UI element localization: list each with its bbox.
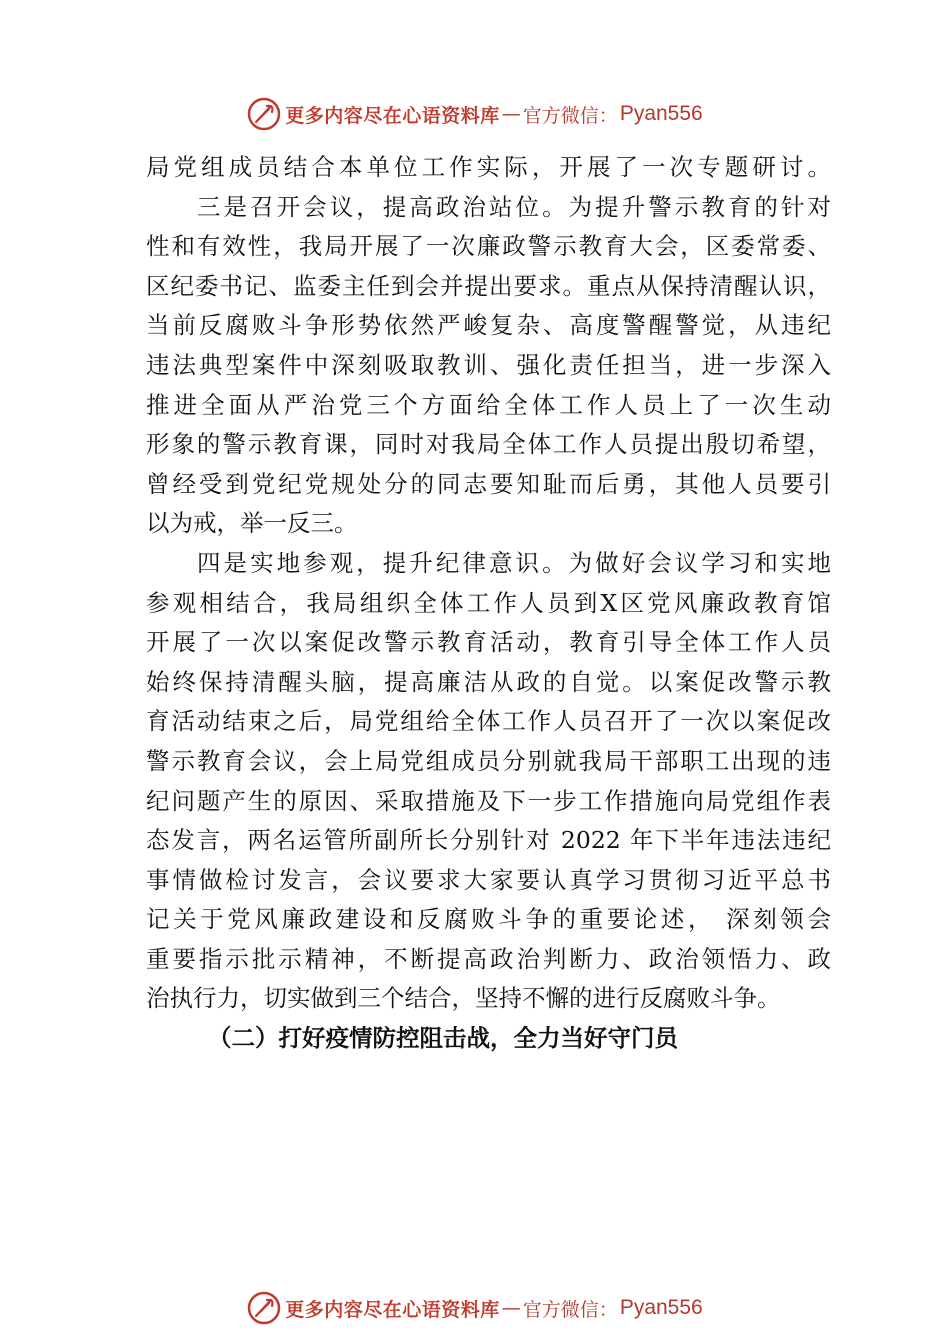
watermark-brand: 更多内容尽在心语资料库 [285, 104, 500, 127]
body-line: 始终保持清醒头脑，提高廉洁从政的自觉。以案促改警示教 [146, 667, 831, 696]
watermark-wechat-id: Pyan556 [619, 1296, 703, 1319]
body-line: 区纪委书记、监委主任到会并提出要求。重点从保持清醒认识， [146, 271, 831, 300]
watermark-wechat-id: Pyan556 [619, 102, 703, 125]
watermark-footer [0, 1288, 950, 1328]
body-line: 违法典型案件中深刻吸取教训、强化责任担当，进一步深入 [146, 350, 831, 379]
body-line: 性和有效性，我局开展了一次廉政警示教育大会，区委常委、 [146, 232, 831, 261]
body-line: 事情做检讨发言，会议要求大家要认真学习贯彻习近平总书 [146, 865, 831, 894]
watermark-dash: — [501, 1297, 521, 1319]
watermark-dash: — [501, 103, 521, 125]
body-line: 四是实地参观，提升纪律意识。为做好会议学习和实地 [197, 548, 831, 577]
document-body [146, 148, 831, 1059]
body-line: 形象的警示教育课，同时对我局全体工作人员提出殷切希望， [146, 430, 831, 459]
body-line: 育活动结束之后，局党组给全体工作人员召开了一次以案促改 [146, 707, 831, 736]
body-line: 态发言，两名运管所副所长分别针对 2022 年下半年违法违纪 [146, 826, 831, 855]
body-line: 推进全面从严治党三个方面给全体工作人员上了一次生动 [146, 390, 831, 419]
watermark-brand: 更多内容尽在心语资料库 [285, 1298, 500, 1321]
body-line: 开展了一次以案促改警示教育活动，教育引导全体工作人员 [146, 628, 831, 657]
body-line: 参观相结合，我局组织全体工作人员到X区党风廉政教育馆 [146, 588, 831, 617]
section-heading: （二）打好疫情防控阻击战，全力当好守门员 [208, 1024, 678, 1053]
body-line: 重要指示批示精神，不断提高政治判断力、政治领悟力、政 [146, 944, 831, 973]
body-line: 警示教育会议，会上局党组成员分别就我局干部职工出现的违 [146, 746, 831, 775]
body-line: 记关于党风廉政建设和反腐败斗争的重要论述， 深刻领会 [146, 905, 831, 934]
body-line: 三是召开会议，提高政治站位。为提升警示教育的针对 [197, 192, 831, 221]
body-line: 纪问题产生的原因、采取措施及下一步工作措施向局党组作表 [146, 786, 831, 815]
body-line: 治执行力，切实做到三个结合，坚持不懈的进行反腐败斗争。 [146, 984, 781, 1013]
body-line: 当前反腐败斗争形势依然严峻复杂、高度警醒警觉，从违纪 [146, 311, 831, 340]
watermark-label: 官方微信： [522, 1298, 618, 1321]
watermark-label: 官方微信： [522, 104, 618, 127]
body-line: 局党组成员结合本单位工作实际，开展了一次专题研讨。 [146, 153, 831, 181]
quill-logo-icon [247, 97, 281, 131]
quill-logo-icon [247, 1291, 281, 1325]
body-line: 以为戒，举一反三。 [146, 509, 358, 538]
body-line: 曾经受到党纪党规处分的同志要知耻而后勇，其他人员要引 [146, 469, 831, 498]
watermark-header [0, 94, 950, 134]
